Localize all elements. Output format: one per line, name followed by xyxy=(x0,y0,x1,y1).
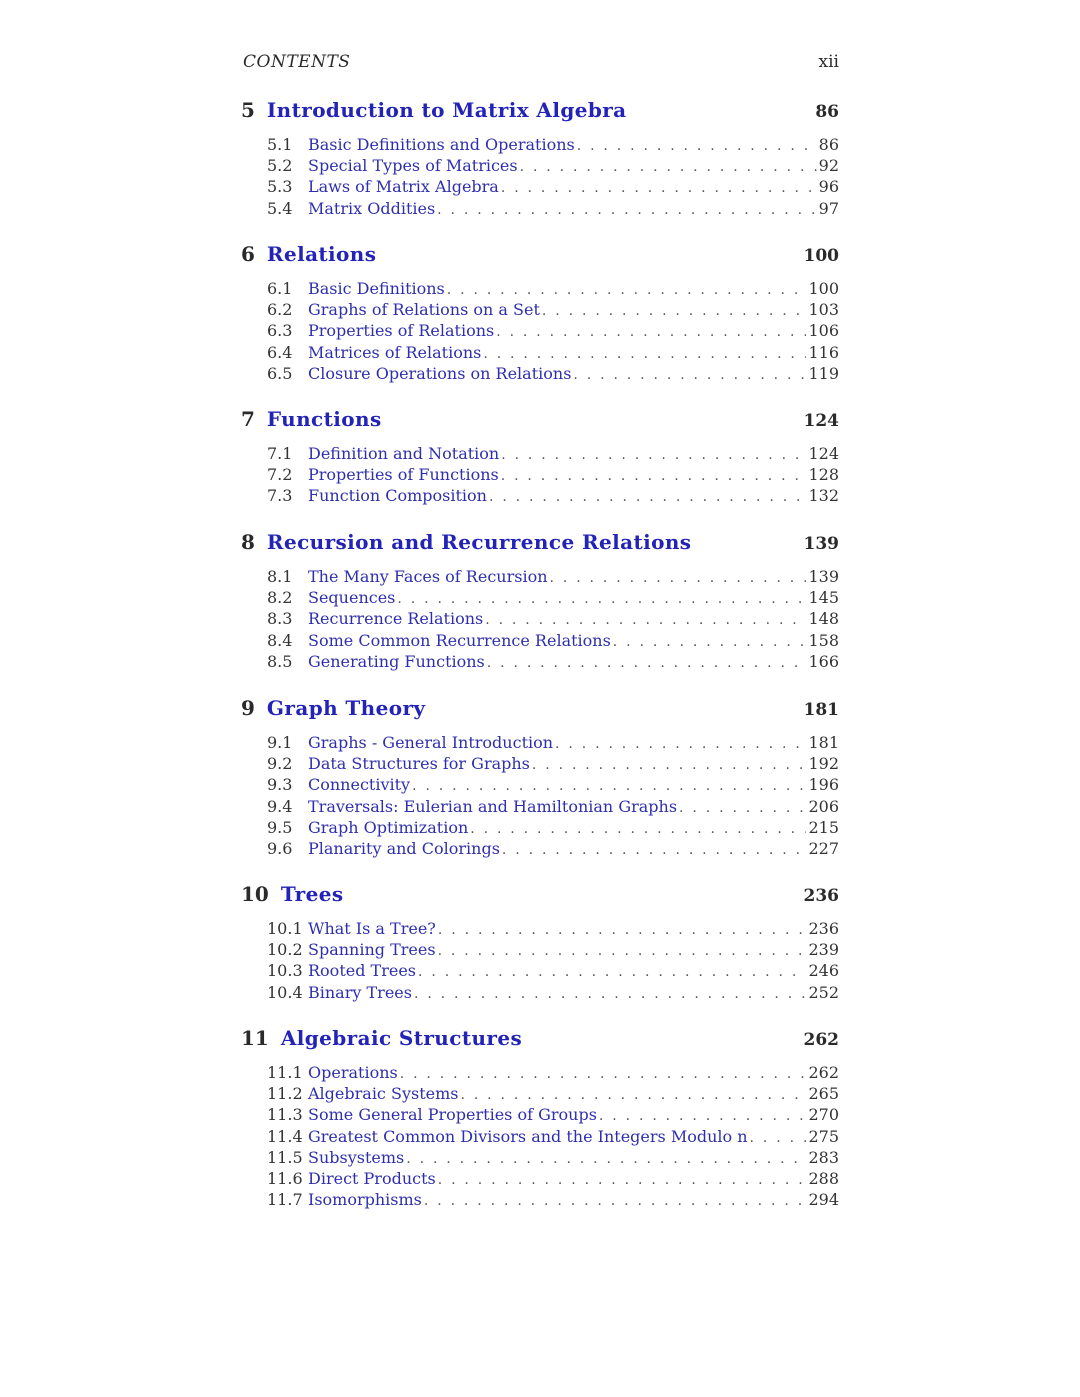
chapter-left xyxy=(241,882,344,906)
section-page: 139 xyxy=(808,567,839,586)
toc-entry[interactable] xyxy=(267,134,839,155)
chapter-block xyxy=(241,98,839,219)
chapter-block xyxy=(241,1026,839,1210)
dot-leader xyxy=(679,798,806,819)
section-number: 9.3 xyxy=(267,775,293,795)
chapter-number: 6 xyxy=(241,242,255,266)
chapter-title-link[interactable]: Introduction to Matrix Algebra xyxy=(266,98,627,122)
chapter-number: 9 xyxy=(241,696,255,720)
section-number: 5.1 xyxy=(267,135,293,154)
section-number: 6.2 xyxy=(267,300,293,320)
running-head-title: CONTENTS xyxy=(243,52,351,72)
section-page: 145 xyxy=(808,588,839,608)
section-list xyxy=(241,443,839,507)
chapter-page: 124 xyxy=(803,411,839,431)
dot-leader xyxy=(400,1064,807,1085)
chapter-block xyxy=(241,882,839,1003)
chapter-title-link[interactable]: Graph Theory xyxy=(266,696,426,720)
section-page: 100 xyxy=(808,279,839,298)
chapter-number: 10 xyxy=(241,882,269,906)
toc-entry[interactable] xyxy=(267,1147,839,1168)
section-number: 5.2 xyxy=(267,156,293,176)
section-title-link[interactable]: Recurrence Relations xyxy=(308,609,484,629)
chapter-left xyxy=(241,242,376,266)
section-title-link[interactable]: Greatest Common Divisors and the Integers Modulo n xyxy=(308,1126,748,1146)
section-page: 283 xyxy=(808,1147,839,1167)
dot-leader xyxy=(424,1191,807,1212)
section-title-link[interactable]: Matrix Oddities xyxy=(308,198,436,218)
section-number: 8.1 xyxy=(267,567,293,586)
chapter-heading[interactable] xyxy=(241,1026,839,1060)
section-title-link[interactable]: Graphs of Relations on a Set xyxy=(308,300,540,320)
section-title-link[interactable]: Subsystems xyxy=(308,1147,405,1167)
section-page: 92 xyxy=(818,156,839,176)
toc-entry[interactable] xyxy=(267,299,839,320)
toc-entry[interactable] xyxy=(267,796,839,817)
chapter-page: 262 xyxy=(803,1030,839,1050)
toc-entry[interactable] xyxy=(267,1062,839,1083)
section-page: 192 xyxy=(808,754,839,774)
dot-leader xyxy=(502,840,807,861)
section-number: 11.4 xyxy=(267,1126,303,1146)
section-title-link[interactable]: Graphs - General Introduction xyxy=(308,733,554,752)
section-title-link[interactable]: Rooted Trees xyxy=(308,961,417,981)
section-number: 9.1 xyxy=(267,733,293,752)
dot-leader xyxy=(412,776,806,797)
chapter-heading[interactable] xyxy=(241,696,839,730)
section-number: 10.1 xyxy=(267,919,303,938)
dot-leader xyxy=(447,280,807,301)
chapter-block xyxy=(241,242,839,384)
section-title-link[interactable]: Properties of Relations xyxy=(308,321,495,341)
chapter-heading[interactable] xyxy=(241,407,839,441)
section-title-link[interactable]: Matrices of Relations xyxy=(308,342,482,362)
dot-leader xyxy=(550,568,807,589)
section-title-link[interactable]: Some Common Recurrence Relations xyxy=(308,630,611,650)
section-list xyxy=(241,918,839,1003)
section-title-link[interactable]: Binary Trees xyxy=(308,982,412,1002)
section-number: 8.5 xyxy=(267,651,293,671)
toc-entry[interactable] xyxy=(267,774,839,795)
dot-leader xyxy=(577,136,817,157)
section-number: 8.4 xyxy=(267,630,293,650)
dot-leader xyxy=(555,734,806,755)
section-title-link[interactable]: Properties of Functions xyxy=(308,465,499,485)
section-list xyxy=(241,1062,839,1210)
dot-leader xyxy=(438,1170,807,1191)
section-number: 10.2 xyxy=(267,940,303,960)
dot-leader xyxy=(532,755,807,776)
toc-entry[interactable] xyxy=(267,566,839,587)
section-number: 7.1 xyxy=(267,444,293,463)
chapter-title-link[interactable]: Relations xyxy=(266,242,377,266)
toc-entry[interactable] xyxy=(267,198,839,219)
section-number: 11.5 xyxy=(267,1147,303,1167)
section-number: 10.3 xyxy=(267,961,303,981)
section-page: 103 xyxy=(808,300,839,320)
section-number: 9.6 xyxy=(267,838,293,858)
section-number: 6.1 xyxy=(267,279,293,298)
section-number: 8.3 xyxy=(267,609,293,629)
dot-leader xyxy=(438,941,807,962)
section-page: 196 xyxy=(808,775,839,795)
section-number: 11.6 xyxy=(267,1168,303,1188)
dot-leader xyxy=(496,322,806,343)
dot-leader xyxy=(418,962,806,983)
toc-entry[interactable] xyxy=(267,485,839,506)
section-number: 5.3 xyxy=(267,177,293,197)
toc-entry[interactable] xyxy=(267,838,839,859)
section-number: 11.2 xyxy=(267,1084,303,1104)
dot-leader xyxy=(489,487,806,508)
dot-leader xyxy=(542,301,807,322)
section-page: 116 xyxy=(808,342,839,362)
toc-entry[interactable] xyxy=(267,608,839,629)
section-page: 252 xyxy=(808,982,839,1002)
toc-entry[interactable] xyxy=(267,1083,839,1104)
section-page: 128 xyxy=(808,465,839,485)
chapter-title-link[interactable]: Algebraic Structures xyxy=(280,1026,523,1050)
section-title-link[interactable]: Function Composition xyxy=(308,486,487,506)
section-page: 262 xyxy=(808,1063,839,1082)
chapter-heading[interactable] xyxy=(241,882,839,916)
toc-entry[interactable] xyxy=(267,464,839,485)
section-title-link[interactable]: Algebraic Systems xyxy=(308,1084,459,1104)
chapter-number: 5 xyxy=(241,98,255,122)
dot-leader xyxy=(397,589,806,610)
section-title-link[interactable]: Spanning Trees xyxy=(308,940,436,960)
toc-entry[interactable] xyxy=(267,982,839,1003)
chapter-page: 100 xyxy=(803,246,839,266)
toc-entry[interactable] xyxy=(267,342,839,363)
section-number: 6.5 xyxy=(267,363,293,383)
dot-leader xyxy=(573,365,806,386)
section-page: 227 xyxy=(808,838,839,858)
section-title-link[interactable]: Isomorphisms xyxy=(308,1190,422,1210)
dot-leader xyxy=(414,984,806,1005)
section-page: 246 xyxy=(808,961,839,981)
section-number: 7.2 xyxy=(267,465,293,485)
section-title-link[interactable]: Basic Definitions xyxy=(308,279,445,298)
section-title-link[interactable]: Connectivity xyxy=(308,775,411,795)
toc-entry[interactable] xyxy=(267,939,839,960)
chapter-left xyxy=(241,530,691,554)
section-number: 9.5 xyxy=(267,817,293,837)
section-page: 275 xyxy=(808,1126,839,1146)
chapter-page: 86 xyxy=(815,102,839,122)
section-number: 8.2 xyxy=(267,588,293,608)
section-page: 294 xyxy=(808,1190,839,1210)
dot-leader xyxy=(470,819,806,840)
toc-entry[interactable] xyxy=(267,651,839,672)
section-page: 239 xyxy=(808,940,839,960)
section-title-link[interactable]: Definition and Notation xyxy=(308,444,500,463)
section-page: 106 xyxy=(808,321,839,341)
section-number: 5.4 xyxy=(267,198,293,218)
toc-entry[interactable] xyxy=(267,176,839,197)
section-page: 148 xyxy=(808,609,839,629)
section-number: 9.2 xyxy=(267,754,293,774)
chapter-block xyxy=(241,407,839,507)
section-number: 11.1 xyxy=(267,1063,303,1082)
toc-entry[interactable] xyxy=(267,1126,839,1147)
section-number: 10.4 xyxy=(267,982,303,1002)
section-page: 86 xyxy=(818,135,839,154)
section-title-link[interactable]: Planarity and Colorings xyxy=(308,838,500,858)
chapter-title-link[interactable]: Functions xyxy=(266,407,382,431)
section-page: 206 xyxy=(808,796,839,816)
toc-entry[interactable] xyxy=(267,1104,839,1125)
section-title-link[interactable]: Basic Definitions and Operations xyxy=(308,135,575,154)
section-number: 7.3 xyxy=(267,486,293,506)
section-title-link[interactable]: Special Types of Matrices xyxy=(308,156,518,176)
section-title-link[interactable]: Closure Operations on Relations xyxy=(308,363,572,383)
section-page: 132 xyxy=(808,486,839,506)
toc-entry[interactable] xyxy=(267,918,839,939)
section-title-link[interactable]: The Many Faces of Recursion xyxy=(308,567,548,586)
dot-leader xyxy=(406,1149,806,1170)
dot-leader xyxy=(460,1085,806,1106)
chapter-left xyxy=(241,1026,522,1050)
section-page: 97 xyxy=(818,198,839,218)
chapter-page: 181 xyxy=(803,700,839,720)
chapter-left xyxy=(241,98,627,122)
dot-leader xyxy=(501,445,806,466)
section-page: 166 xyxy=(808,651,839,671)
section-list xyxy=(241,134,839,219)
section-page: 119 xyxy=(808,363,839,383)
section-list xyxy=(241,566,839,672)
section-list xyxy=(241,732,839,859)
toc-entry[interactable] xyxy=(267,753,839,774)
toc-entry[interactable] xyxy=(267,817,839,838)
section-page: 236 xyxy=(808,919,839,938)
chapter-heading[interactable] xyxy=(241,530,839,564)
section-number: 9.4 xyxy=(267,796,293,816)
toc-entry[interactable] xyxy=(267,278,839,299)
dot-leader xyxy=(485,610,806,631)
section-title-link[interactable]: Generating Functions xyxy=(308,651,485,671)
chapter-page: 139 xyxy=(803,534,839,554)
chapter-title-link[interactable]: Recursion and Recurrence Relations xyxy=(266,530,692,554)
dot-leader xyxy=(599,1106,807,1127)
chapter-heading[interactable] xyxy=(241,98,839,132)
section-number: 11.7 xyxy=(267,1190,303,1210)
chapter-number: 7 xyxy=(241,407,255,431)
chapter-block xyxy=(241,530,839,672)
chapter-title-link[interactable]: Trees xyxy=(280,882,344,906)
chapter-block xyxy=(241,696,839,859)
dot-leader xyxy=(438,920,807,941)
section-page: 96 xyxy=(818,177,839,197)
section-page: 265 xyxy=(808,1084,839,1104)
toc-entry[interactable] xyxy=(267,1189,839,1210)
running-head-page: xii xyxy=(818,52,839,72)
dot-leader xyxy=(483,344,806,365)
section-title-link[interactable]: Traversals: Eulerian and Hamiltonian Graphs xyxy=(308,796,678,816)
chapter-number: 8 xyxy=(241,530,255,554)
dot-leader xyxy=(501,178,817,199)
toc-entry[interactable] xyxy=(267,587,839,608)
chapter-heading[interactable] xyxy=(241,242,839,276)
chapter-left xyxy=(241,696,425,720)
toc-entry[interactable] xyxy=(267,155,839,176)
toc-entry[interactable] xyxy=(267,320,839,341)
toc-entry[interactable] xyxy=(267,732,839,753)
chapter-left xyxy=(241,407,382,431)
section-title-link[interactable]: Laws of Matrix Algebra xyxy=(308,177,499,197)
toc-entry[interactable] xyxy=(267,630,839,651)
section-page: 158 xyxy=(808,630,839,650)
section-title-link[interactable]: What Is a Tree? xyxy=(308,919,436,938)
chapter-number: 11 xyxy=(241,1026,269,1050)
dot-leader xyxy=(750,1128,807,1149)
section-title-link[interactable]: Direct Products xyxy=(308,1168,436,1188)
section-title-link[interactable]: Sequences xyxy=(308,588,396,608)
chapter-page: 236 xyxy=(803,886,839,906)
toc-entry[interactable] xyxy=(267,443,839,464)
section-list xyxy=(241,278,839,384)
section-number: 6.4 xyxy=(267,342,293,362)
section-number: 6.3 xyxy=(267,321,293,341)
section-page: 270 xyxy=(808,1105,839,1125)
section-page: 181 xyxy=(808,733,839,752)
dot-leader xyxy=(520,157,817,178)
section-page: 288 xyxy=(808,1168,839,1188)
section-page: 215 xyxy=(808,817,839,837)
toc-entry[interactable] xyxy=(267,960,839,981)
dot-leader xyxy=(613,632,807,653)
running-head xyxy=(243,52,839,72)
toc-entry[interactable] xyxy=(267,1168,839,1189)
toc-entry[interactable] xyxy=(267,363,839,384)
section-title-link[interactable]: Data Structures for Graphs xyxy=(308,754,530,774)
section-page: 124 xyxy=(808,444,839,463)
dot-leader xyxy=(437,200,816,221)
section-title-link[interactable]: Some General Properties of Groups xyxy=(308,1105,597,1125)
section-number: 11.3 xyxy=(267,1105,303,1125)
section-title-link[interactable]: Operations xyxy=(308,1063,398,1082)
dot-leader xyxy=(501,466,807,487)
section-title-link[interactable]: Graph Optimization xyxy=(308,817,469,837)
dot-leader xyxy=(487,653,807,674)
